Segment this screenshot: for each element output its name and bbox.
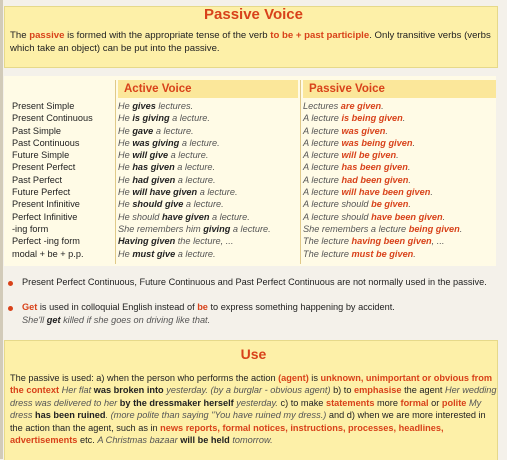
passive-example-part: is being given [341, 113, 403, 124]
active-example-part: a lecture. [175, 248, 216, 259]
use-t2: is [308, 373, 321, 383]
passive-voice-example [303, 248, 493, 260]
passive-example-part: has been given [341, 162, 408, 173]
active-example-part: He [118, 174, 133, 185]
active-example-part: He [118, 125, 133, 136]
use-formal: formal [400, 397, 429, 408]
active-example-part: He [118, 113, 133, 124]
active-example-part: He [118, 248, 133, 259]
tense-label: Present Infinitive [12, 199, 80, 210]
active-example-part: a lecture. [153, 125, 194, 136]
passive-voice-example [303, 186, 493, 198]
passive-voice-example [303, 137, 493, 149]
tense-label: modal + be + p.p. [12, 248, 84, 259]
use-ex3b: has been ruined [35, 410, 106, 421]
passive-voice-example [303, 198, 493, 210]
active-voice-example [118, 186, 298, 198]
tense-list [12, 100, 116, 260]
passive-example-part: be given [371, 199, 409, 210]
active-example-part: He [118, 162, 133, 173]
passive-example-part: . [402, 113, 406, 124]
passive-example-part: . [408, 174, 411, 185]
use-ex1d: (by a burglar - obvious agent) [210, 385, 331, 396]
active-example-part: He [118, 199, 133, 210]
passive-example-part: was given [341, 125, 386, 136]
active-example-part: He [118, 137, 133, 148]
active-example-part: a lecture. [169, 113, 210, 124]
use-t1: The passive is used: a) when the person who performs the action [10, 373, 279, 383]
passive-example-part: A lecture [303, 174, 342, 185]
tense-label: Past Simple [12, 125, 62, 136]
use-t7: or [428, 397, 442, 408]
passive-example-part: was being given [341, 137, 413, 148]
passive-example-part: A lecture [303, 187, 342, 198]
passive-voice-example [303, 161, 493, 173]
active-voice-example [118, 198, 298, 210]
passive-voice-example [303, 100, 493, 112]
passive-voice-example [303, 223, 493, 235]
tense-label: Perfect Infinitive [12, 211, 78, 222]
active-example-part: had given [132, 174, 176, 185]
active-example-part: must give [132, 248, 176, 259]
active-voice-example [118, 137, 298, 149]
active-example-part: She remembers him [118, 223, 204, 234]
passive-example-part: had been given [341, 174, 409, 185]
active-voice-example [118, 100, 298, 112]
note-2-get: Get [22, 302, 38, 312]
passive-example-part: . [442, 211, 446, 222]
active-example-part: will have given [132, 187, 198, 198]
active-voice-example [118, 149, 298, 161]
use-agent: (agent) [278, 373, 309, 383]
passive-example-part: . [396, 150, 399, 161]
active-example-part: He [118, 187, 133, 198]
note-2-text-a: is used in colloquial English instead of [37, 302, 198, 312]
active-voice-example [118, 248, 298, 260]
active-example-part: gives [132, 101, 156, 111]
passive-voice-example [303, 174, 493, 186]
active-example-part: is giving [132, 113, 170, 124]
passive-example-part: will be given [341, 150, 397, 161]
passive-example-part: A lecture should [303, 211, 372, 222]
tense-label: Present Perfect [12, 162, 76, 173]
passive-example-part: being given [408, 223, 460, 234]
active-example-part: the lecture, ... [175, 236, 234, 247]
passive-example-part: will have been given [341, 187, 431, 198]
use-unknown: unknown, unimportant or obvious from the context [10, 373, 492, 396]
passive-voice-example [303, 125, 493, 137]
use-title: Use [240, 346, 267, 362]
passive-example-part: having been given [351, 236, 432, 247]
column-divider [300, 80, 301, 264]
passive-example-part: The lecture [303, 236, 352, 247]
passive-example-part: , ... [431, 236, 445, 247]
bullet-icon [8, 306, 13, 311]
passive-voice-example [303, 235, 493, 247]
use-t9: etc. [77, 435, 98, 446]
active-example-part: He [118, 150, 133, 161]
active-voice-example [118, 223, 298, 235]
active-example-part: a lecture. [168, 150, 209, 161]
active-example-part: a lecture. [230, 223, 271, 234]
active-example-part: should give [132, 199, 184, 210]
tense-label: Past Continuous [12, 137, 80, 148]
active-voice-example [118, 174, 298, 186]
use-t3: b) to [330, 385, 355, 396]
active-example-part: lectures. [155, 101, 194, 111]
use-polite: polite [441, 397, 467, 408]
tense-label: -ing form [12, 223, 49, 234]
use-ex4a: A Christmas bazaar [97, 435, 181, 446]
note-2 [22, 301, 490, 326]
active-example-part: giving [203, 223, 231, 234]
use-t8: and d) when we are more interested in the action than the agent, such as in [10, 410, 486, 433]
active-voice-example [118, 211, 298, 223]
passive-voice-column [303, 100, 493, 260]
passive-voice-header: Passive Voice [303, 80, 496, 98]
passive-example-part: have been given [371, 211, 443, 222]
use-emphasise: emphasise [354, 385, 402, 396]
active-voice-example [118, 125, 298, 137]
passive-example-part: A lecture should [303, 199, 372, 210]
use-t4: the agent [401, 385, 445, 396]
active-voice-column [118, 100, 298, 260]
passive-voice-example [303, 211, 493, 223]
passive-example-part: A lecture [303, 113, 342, 124]
passive-example-part: . [381, 101, 384, 111]
use-ex2c: yesterday. [233, 397, 278, 408]
active-example-part: a lecture. [179, 137, 220, 148]
active-example-part: have given [161, 211, 210, 222]
active-voice-example [118, 161, 298, 173]
passive-example-part: Lectures [303, 101, 341, 111]
active-example-part: was giving [132, 137, 180, 148]
active-example-part: He [118, 101, 133, 111]
passive-example-part: A lecture [303, 150, 342, 161]
passive-example-part: . [430, 187, 433, 198]
use-ex1c: yesterday. [163, 385, 211, 396]
tense-label: Present Continuous [12, 113, 93, 124]
passive-example-part: A lecture [303, 162, 342, 173]
use-ex4c: tomorrow. [229, 435, 273, 446]
passive-example-part: . [413, 248, 416, 259]
page-title: Passive Voice [204, 6, 303, 23]
passive-example-part: A lecture [303, 137, 342, 148]
use-ex1b: was broken into [93, 385, 164, 396]
active-voice-header: Active Voice [118, 80, 298, 98]
active-example-part: a lecture. [174, 162, 216, 173]
active-example-part: a lecture. [209, 211, 250, 222]
active-voice-example [118, 235, 298, 247]
note-2-text-b: to express something happening by accident. [207, 302, 395, 312]
intro-text-2: is formed with the appropriate tense of the verb [64, 30, 271, 41]
active-example-part: gave [132, 125, 154, 136]
passive-example-part: She remembers a lecture [303, 223, 409, 234]
passive-example-part: are given [340, 101, 382, 111]
use-paragraph [10, 372, 499, 446]
passive-example-part: . [407, 162, 411, 173]
active-example-part: will give [132, 150, 169, 161]
intro-paragraph [10, 29, 499, 55]
notes-section [4, 272, 496, 332]
tense-label: Future Simple [12, 150, 70, 161]
tense-label: Future Perfect [12, 187, 71, 198]
active-example-part: a lecture. [183, 199, 224, 210]
active-example-part: a lecture. [197, 187, 238, 198]
passive-example-part: The lecture [303, 248, 352, 259]
tense-label: Present Simple [12, 101, 75, 111]
passive-example-part: . [385, 125, 388, 136]
use-statements: statements [325, 397, 375, 408]
note-2-be: be [197, 302, 208, 312]
passive-example-part: . [459, 223, 463, 234]
active-example-part: has given [132, 162, 175, 173]
tense-label: Past Perfect [12, 174, 63, 185]
use-ex3a: My dress [10, 397, 482, 421]
active-example-part: He should [118, 211, 162, 222]
note-2-example-get: get [46, 314, 61, 325]
use-list: news reports, formal notices, instructions, processes, headlines, advertisements [10, 422, 444, 446]
use-ex4b: will be held [180, 435, 230, 446]
passive-example-part: . [412, 137, 415, 148]
bullet-icon [8, 281, 13, 286]
passive-voice-example [303, 112, 493, 124]
page-edge [0, 0, 3, 459]
use-ex2b: by the dressmaker herself [119, 397, 234, 408]
passive-voice-example [303, 149, 493, 161]
intro-formula: to be + past participle [270, 30, 370, 41]
active-example-part: Having given [118, 236, 176, 247]
use-t6: more [374, 397, 401, 408]
passive-example-part: must be given [351, 248, 414, 259]
intro-text-1: The [10, 30, 30, 41]
note-1: Present Perfect Continuous, Future Continuous and Past Perfect Continuous are not normally used in the passive. [22, 277, 487, 287]
intro-text-3: . Only transitive verbs (verbs which take an object) can be put into the passive. [10, 30, 491, 54]
use-ex1a: Her flat [59, 385, 94, 396]
use-ex3c: . (more polite than saying "You have ruined my dress.) [105, 410, 327, 421]
intro-passive-term: passive [29, 30, 65, 41]
note-2-example-a: She'll [22, 314, 47, 325]
active-voice-example [118, 112, 298, 124]
note-2-example-b: killed if she goes on driving like that. [60, 314, 211, 325]
tense-label: Perfect -ing form [12, 236, 80, 247]
use-ex2a: Her wedding dress was delivered to her [10, 385, 497, 408]
passive-example-part: . [408, 199, 411, 210]
use-t5: c) to make [277, 397, 326, 408]
active-example-part: a lecture. [175, 174, 216, 185]
passive-example-part: A lecture [303, 125, 342, 136]
